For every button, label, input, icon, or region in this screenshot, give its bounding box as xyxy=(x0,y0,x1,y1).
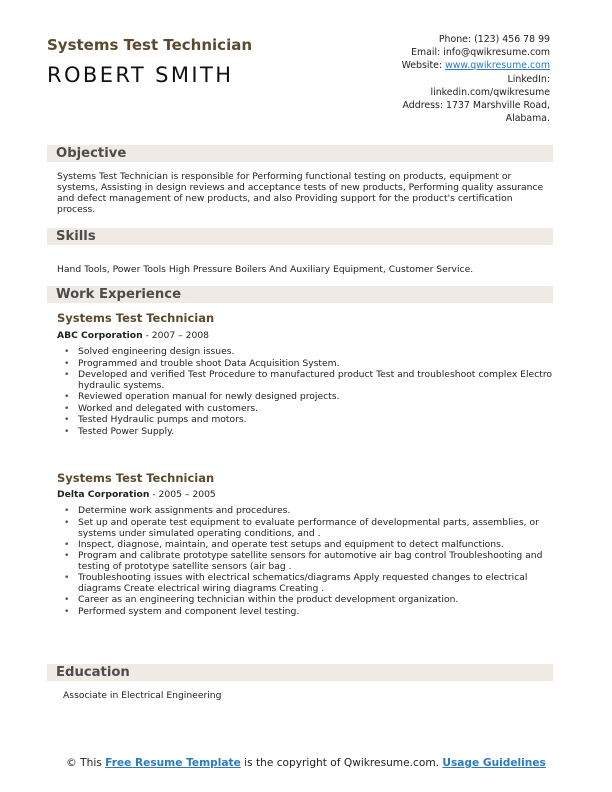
list-item: • Performed system and component level testing. xyxy=(78,606,568,618)
contact-block xyxy=(320,33,550,125)
header-job-title: Systems Test Technician xyxy=(47,36,253,54)
education-text: Associate in Electrical Engineering xyxy=(63,690,222,701)
footer xyxy=(0,757,612,771)
job-2-company xyxy=(57,489,216,500)
linkedin-label: LinkedIn: xyxy=(507,73,550,85)
education-section-header xyxy=(47,664,553,681)
job-1-title: Systems Test Technician xyxy=(57,311,215,325)
contact-email xyxy=(320,46,550,59)
list-item: • Solved engineering design issues. xyxy=(78,346,568,358)
experience-heading: Work Experience xyxy=(56,287,182,302)
phone-value: (123) 456 78 99 xyxy=(474,34,550,45)
job-2-company-name: Delta Corporation xyxy=(57,489,150,500)
linkedin-value: linkedin.com/qwikresume xyxy=(430,86,550,98)
list-item: • Developed and verified Test Procedure to manufactured product Test and troubleshoot complex Electro hydraulic systems. xyxy=(78,369,568,391)
website-label: Website: xyxy=(401,60,443,72)
list-item: • Reviewed operation manual for newly designed projects. xyxy=(78,391,568,403)
address-line1: 1737 Marshville Road, xyxy=(446,100,550,112)
list-item: • Career as an engineering technician within the product development organization. xyxy=(78,594,568,606)
candidate-name: ROBERT SMITH xyxy=(47,63,234,87)
list-item: • Tested Hydraulic pumps and motors. xyxy=(78,414,568,426)
email-label: Email: xyxy=(411,47,441,59)
website-link[interactable]: www.qwikresume.com xyxy=(445,60,550,72)
usage-guidelines-link[interactable]: Usage Guidelines xyxy=(442,757,546,769)
address-label: Address: xyxy=(402,100,444,112)
objective-heading: Objective xyxy=(56,146,127,161)
phone-label: Phone: xyxy=(438,34,472,45)
address-line2: Alabama. xyxy=(505,113,550,125)
job-1-company-name: ABC Corporation xyxy=(57,330,143,341)
list-item: • Inspect, diagnose, maintain, and operate test setups and equipment to detect malfunctions. xyxy=(78,539,568,551)
skills-section-header xyxy=(47,228,553,245)
footer-copyright: © This xyxy=(66,757,106,769)
education-heading: Education xyxy=(56,665,130,680)
experience-section-header xyxy=(47,286,553,303)
list-item: • Set up and operate test equipment to evaluate performance of developmental parts, assemblies, or systems under simulated operating conditions, and . xyxy=(78,517,568,539)
footer-middle-text: is the copyright of Qwikresume.com. xyxy=(240,757,443,769)
skills-heading: Skills xyxy=(56,229,96,244)
contact-address xyxy=(320,99,550,112)
job-1-dates: - 2007 – 2008 xyxy=(142,330,210,341)
list-item: • Troubleshooting issues with electrical schematics/diagrams Apply requested changes to electrical diagrams Create electrical wiring diagrams Creating . xyxy=(78,572,568,594)
list-item: • Worked and delegated with customers. xyxy=(78,403,568,415)
job-1-company xyxy=(57,330,209,341)
job-2-title: Systems Test Technician xyxy=(57,471,215,485)
contact-website xyxy=(320,59,550,72)
job-1-bullets xyxy=(57,346,568,438)
list-item: • Tested Power Supply. xyxy=(78,426,568,438)
list-item: • Determine work assignments and procedures. xyxy=(78,505,568,517)
objective-section-header xyxy=(47,145,553,162)
email-value: info@qwikresume.com xyxy=(443,47,550,59)
free-resume-template-link[interactable]: Free Resume Template xyxy=(105,757,241,769)
job-2-bullets xyxy=(57,505,568,617)
skills-text: Hand Tools, Power Tools High Pressure Boilers And Auxiliary Equipment, Customer Service. xyxy=(57,264,474,275)
contact-phone xyxy=(320,33,550,46)
list-item: • Programmed and trouble shoot Data Acquisition System. xyxy=(78,358,568,370)
job-2-dates: - 2005 – 2005 xyxy=(149,489,216,500)
objective-text: Systems Test Technician is responsible for Performing functional testing on products, equipment or systems, Assisting in design reviews and acceptance tests of new products, Performing quality assurance and defect management of new products, and also Providing support for the product's certification process. xyxy=(57,171,544,215)
list-item: • Program and calibrate prototype satellite sensors for automotive air bag control Troubleshooting and testing of prototype satellite sensors (air bag . xyxy=(78,550,568,572)
